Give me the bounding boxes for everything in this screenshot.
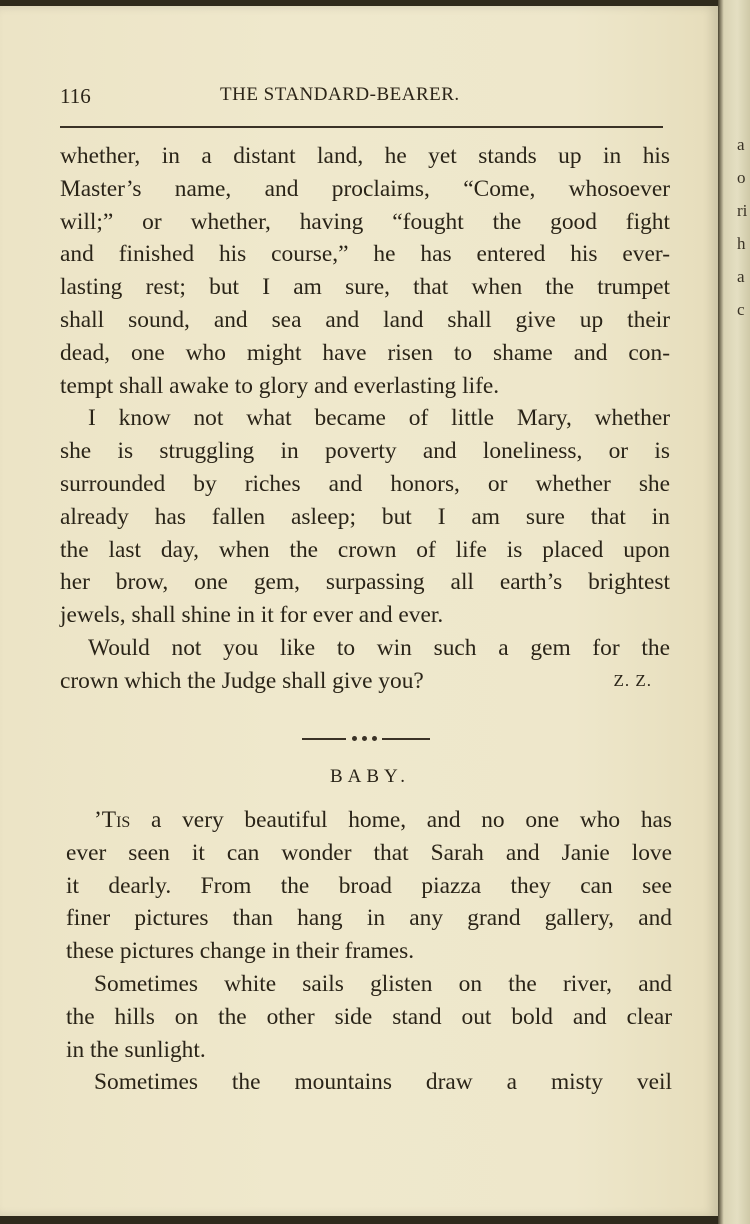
text-line: whether, in a distant land, he yet stands up in his [60, 143, 670, 169]
section-divider-ornament [302, 736, 432, 742]
text-line: already has fallen asleep; but I am sure that in [60, 503, 670, 530]
text-line: jewels, shall shine in it for ever and ever. [60, 602, 444, 629]
text-line: her brow, one gem, surpassing all earth’s brightest [60, 569, 670, 596]
author-signature: Z. Z. [613, 670, 652, 690]
header-rule [60, 126, 663, 128]
text-line-with-signature [60, 665, 670, 698]
section-title: BABY. [329, 766, 411, 787]
edge-letter: ri [737, 201, 748, 220]
text-line: Master’s name, and proclaims, “Come, whosoever [60, 175, 670, 202]
text-line [66, 804, 672, 837]
text-line: in the sunlight. [66, 1036, 206, 1063]
text-line: these pictures change in their frames. [66, 938, 415, 965]
page-number: 116 [60, 84, 91, 108]
text-line: and finished his course,” he has entered his ever- [60, 241, 670, 268]
text-line: finer pictures than hang in any grand gallery, and [66, 905, 672, 932]
adjacent-page-edge [718, 0, 750, 1224]
text-line: Sometimes the mountains draw a misty veil [94, 1069, 672, 1096]
divider-dot [372, 736, 377, 741]
text-line: shall sound, and sea and land shall give up their [60, 306, 670, 333]
text-line: Would not you like to win such a gem for the [88, 634, 670, 661]
text-line: will;” or whether, having “fought the good fight [60, 208, 670, 235]
divider-bar [382, 738, 430, 740]
divider-dot [362, 736, 367, 741]
text-line: lasting rest; but I am sure, that when the trumpet [60, 274, 670, 301]
text-line: it dearly. From the broad piazza they can see [66, 872, 672, 899]
drop-word: ’Tis [94, 807, 131, 833]
edge-letter: c [737, 300, 745, 319]
page-header [60, 84, 662, 114]
divider-dot [352, 736, 357, 741]
text-line: Sometimes white sails glisten on the river, and [94, 970, 672, 997]
text-line-rest: a very beautiful home, and no one who has [130, 807, 672, 833]
divider-bar [302, 738, 346, 740]
baby-story-text [66, 804, 672, 1099]
text-line: tempt shall awake to glory and everlasting life. [60, 372, 500, 399]
text-line: surrounded by riches and honors, or whether she [60, 470, 670, 497]
edge-letter: a [737, 135, 745, 154]
text-line: she is struggling in poverty and loneliness, or is [60, 438, 670, 465]
edge-letter: h [737, 234, 746, 253]
body-text [60, 140, 670, 698]
text-line: ever seen it can wonder that Sarah and Janie love [66, 839, 672, 866]
running-head: THE STANDARD-BEARER. [220, 84, 460, 105]
edge-letter: o [737, 168, 746, 187]
text-line: crown which the Judge shall give you? [60, 667, 424, 694]
text-line: the hills on the other side stand out bold and clear [66, 1003, 672, 1030]
edge-letter: a [737, 267, 745, 286]
text-line: I know not what became of little Mary, whether [88, 405, 670, 432]
text-line: the last day, when the crown of life is placed upon [60, 536, 670, 563]
text-line: dead, one who might have risen to shame and con- [60, 339, 670, 366]
